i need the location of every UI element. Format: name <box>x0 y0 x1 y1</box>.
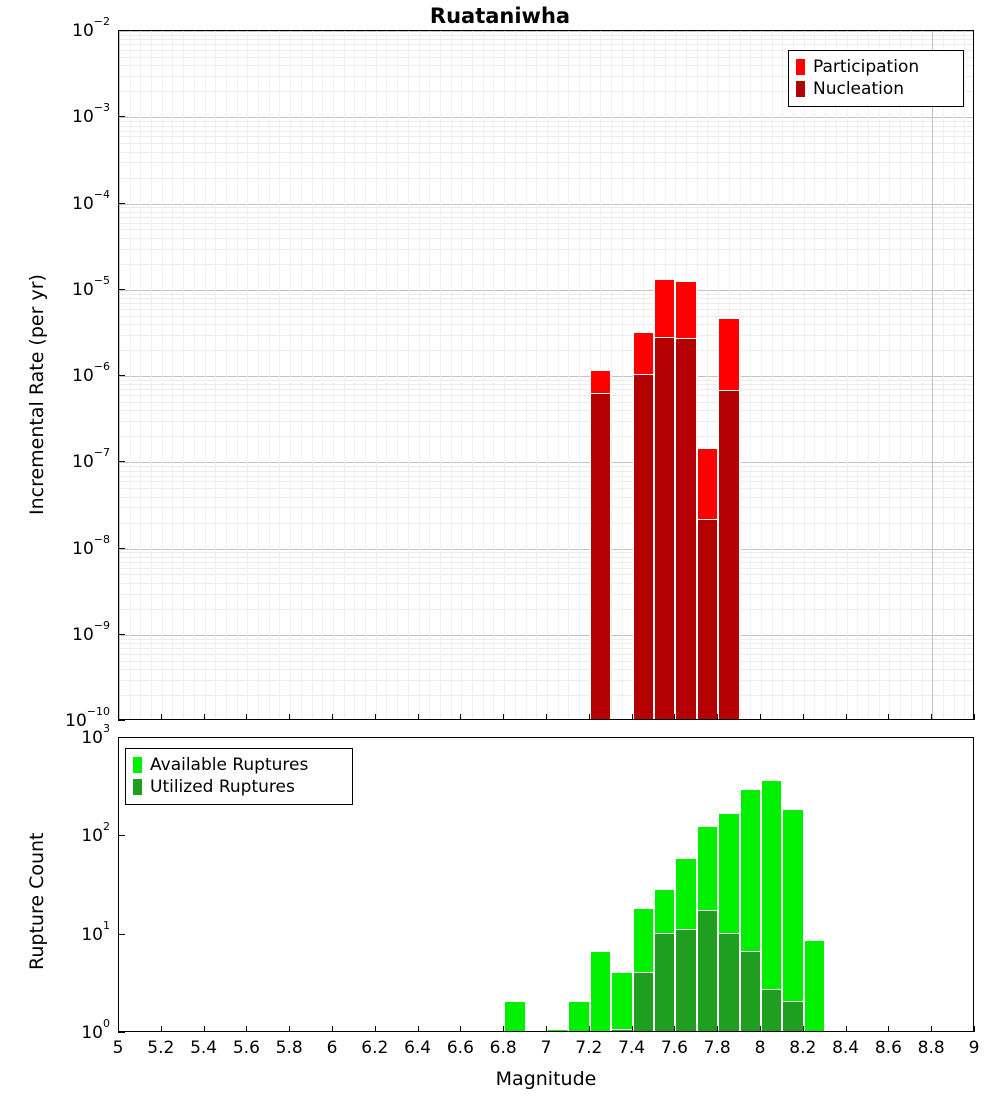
y-tick-label-rate: $10^{-7}$ <box>72 446 110 473</box>
x-tick-label-magnitude: 5.8 <box>275 1038 303 1058</box>
incremental-rate-plot-area <box>119 31 973 719</box>
y-tick-label-rate: $10^{-6}$ <box>72 360 110 386</box>
x-tick-label-magnitude: 7.6 <box>660 1038 688 1058</box>
x-tick-label-magnitude: 8.2 <box>789 1038 817 1058</box>
legend-item-available-ruptures <box>133 754 344 776</box>
x-tick-label-magnitude: 6.4 <box>404 1038 432 1058</box>
bar-utilized-ruptures <box>675 929 696 1031</box>
incremental-rate-chart <box>118 30 974 720</box>
x-tick-label-magnitude: 5.6 <box>232 1038 260 1058</box>
bar-nucleation <box>590 393 611 719</box>
bar-nucleation <box>633 374 654 719</box>
bar-utilized-ruptures <box>654 933 675 1031</box>
bar-available-ruptures <box>782 809 803 1031</box>
x-tick-label-magnitude: 7 <box>540 1038 552 1058</box>
y-axis-label-rate: Incremental Rate (per yr) <box>26 274 48 515</box>
bar-utilized-ruptures <box>718 933 739 1031</box>
y-tick-label-count: $10^0$ <box>81 1017 110 1043</box>
y-tick-label-rate: $10^{-8}$ <box>72 532 110 559</box>
x-tick-label-magnitude: 5.4 <box>190 1038 218 1058</box>
legend-label-utilized-ruptures: Utilized Ruptures <box>150 777 295 797</box>
bar-nucleation <box>718 390 739 719</box>
legend-rupture-count <box>125 748 353 805</box>
legend-item-participation <box>796 56 955 78</box>
y-tick-label-rate: $10^{-9}$ <box>72 618 110 645</box>
y-tick-label-rate: $10^{-3}$ <box>72 101 110 128</box>
x-tick-label-magnitude: 8.4 <box>832 1038 860 1058</box>
y-tick-label-rate: $10^{-2}$ <box>72 15 110 41</box>
bar-nucleation <box>675 338 696 719</box>
bar-available-ruptures <box>590 951 611 1031</box>
bar-utilized-ruptures <box>611 1029 632 1031</box>
y-tick-label-count: $10^3$ <box>81 722 110 748</box>
y-tick-label-count: $10^2$ <box>81 820 110 847</box>
bar-nucleation <box>697 519 718 719</box>
bar-utilized-ruptures <box>633 972 654 1031</box>
available-ruptures-swatch-icon <box>133 757 142 773</box>
x-tick-label-magnitude: 8 <box>754 1038 766 1058</box>
x-tick-label-magnitude: 8.8 <box>917 1038 945 1058</box>
bar-utilized-ruptures <box>740 951 761 1031</box>
legend-label-participation: Participation <box>813 57 920 77</box>
x-tick-label-magnitude: 5.2 <box>147 1038 175 1058</box>
bar-available-ruptures <box>804 940 825 1031</box>
utilized-ruptures-swatch-icon <box>133 779 142 795</box>
bar-utilized-ruptures <box>761 989 782 1031</box>
legend-label-available-ruptures: Available Ruptures <box>150 755 309 775</box>
bar-nucleation <box>654 337 675 719</box>
participation-swatch-icon <box>796 59 805 75</box>
legend-item-utilized-ruptures <box>133 776 344 798</box>
x-tick-label-magnitude: 9 <box>968 1038 980 1058</box>
bar-available-ruptures <box>504 1001 525 1031</box>
x-tick-label-magnitude: 6.8 <box>489 1038 517 1058</box>
bar-utilized-ruptures <box>782 1001 803 1031</box>
bar-available-ruptures <box>568 1001 589 1031</box>
x-axis-label-magnitude: Magnitude <box>495 1068 597 1090</box>
x-tick-label-magnitude: 5 <box>112 1038 124 1058</box>
x-tick-label-magnitude: 8.6 <box>874 1038 902 1058</box>
bar-utilized-ruptures <box>697 910 718 1031</box>
x-tick-label-magnitude: 6.2 <box>361 1038 389 1058</box>
bar-available-ruptures <box>611 972 632 1031</box>
y-tick-label-rate: $10^{-5}$ <box>72 273 110 300</box>
x-tick-label-magnitude: 6.6 <box>446 1038 474 1058</box>
x-tick-label-magnitude: 6 <box>326 1038 338 1058</box>
x-tick-label-magnitude: 7.8 <box>703 1038 731 1058</box>
x-tick-label-magnitude: 7.4 <box>618 1038 646 1058</box>
page-title: Ruataniwha <box>429 4 571 28</box>
y-axis-label-count: Rupture Count <box>26 832 48 970</box>
y-tick-label-rate: $10^{-4}$ <box>72 187 110 214</box>
y-tick-label-count: $10^1$ <box>81 918 110 945</box>
legend-incremental-rate <box>788 50 964 107</box>
bar-available-ruptures <box>547 1029 568 1031</box>
legend-label-nucleation: Nucleation <box>813 79 905 99</box>
x-tick-label-magnitude: 7.2 <box>575 1038 603 1058</box>
nucleation-swatch-icon <box>796 81 805 97</box>
y-tick-label-rate: $10^{-10}$ <box>65 705 110 731</box>
legend-item-nucleation <box>796 78 955 100</box>
